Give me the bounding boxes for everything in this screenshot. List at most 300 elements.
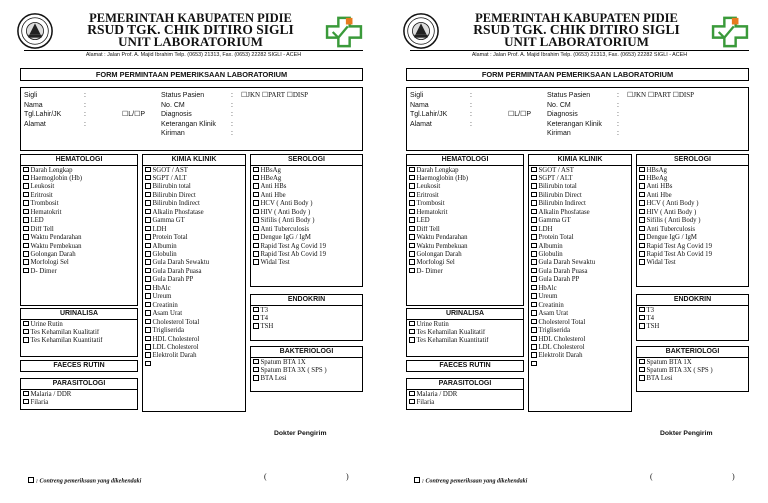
- checkbox-icon[interactable]: [253, 315, 259, 321]
- checkbox-icon[interactable]: [639, 375, 645, 381]
- checkbox-icon[interactable]: [639, 183, 645, 189]
- test-item[interactable]: [253, 167, 360, 175]
- patient-field-label: Nama: [24, 101, 43, 109]
- section-title: HEMATOLOGI: [21, 156, 137, 166]
- checkbox-icon[interactable]: [531, 293, 537, 299]
- checkbox-icon[interactable]: [639, 200, 645, 206]
- test-item[interactable]: [145, 293, 243, 301]
- test-item-label: Anti HBs: [646, 183, 673, 191]
- patient-field-colon: :: [470, 120, 472, 128]
- test-item[interactable]: [409, 167, 521, 175]
- test-item[interactable]: [253, 375, 360, 383]
- test-item[interactable]: [639, 315, 746, 323]
- test-item-label: Tes Kehamilan Kualitatif: [30, 329, 100, 337]
- test-item[interactable]: [531, 293, 629, 301]
- checkbox-icon[interactable]: [409, 209, 415, 215]
- checkbox-icon[interactable]: [145, 302, 151, 308]
- test-item[interactable]: [409, 192, 521, 200]
- checkbox-icon[interactable]: [145, 217, 151, 223]
- checkbox-icon[interactable]: [531, 200, 537, 206]
- checkbox-icon[interactable]: [23, 259, 29, 265]
- test-item[interactable]: [531, 167, 629, 175]
- test-item[interactable]: [145, 200, 243, 208]
- checkbox-icon[interactable]: [145, 183, 151, 189]
- test-item[interactable]: [23, 321, 135, 329]
- status-options[interactable]: ☐JKN ☐PART ☐DISP: [627, 91, 695, 99]
- checkbox-icon[interactable]: [531, 327, 537, 333]
- test-item[interactable]: [409, 321, 521, 329]
- checkbox-icon[interactable]: [253, 259, 259, 265]
- section-title: FAECES RUTIN: [53, 362, 105, 369]
- test-item[interactable]: [145, 310, 243, 318]
- test-item[interactable]: [409, 337, 521, 345]
- checkbox-icon[interactable]: [23, 226, 29, 232]
- test-item[interactable]: [145, 183, 243, 191]
- checkbox-icon[interactable]: [253, 183, 259, 189]
- checkbox-icon[interactable]: [409, 183, 415, 189]
- test-item-label: Golongan Darah: [416, 251, 462, 259]
- checkbox-icon[interactable]: [23, 321, 29, 327]
- test-item[interactable]: [409, 217, 521, 225]
- patient-field: [547, 129, 737, 139]
- test-item[interactable]: [253, 183, 360, 191]
- checkbox-icon[interactable]: [145, 234, 151, 240]
- test-item[interactable]: [639, 217, 746, 225]
- test-item[interactable]: [409, 183, 521, 191]
- test-item-label: HBeAg: [646, 175, 668, 183]
- checkbox-icon[interactable]: [639, 367, 645, 373]
- checkbox-icon[interactable]: [145, 192, 151, 198]
- test-item[interactable]: [531, 319, 629, 327]
- test-item[interactable]: [145, 243, 243, 251]
- checkbox-icon[interactable]: [145, 251, 151, 257]
- test-item[interactable]: [409, 399, 521, 407]
- test-item[interactable]: [639, 307, 746, 315]
- test-item[interactable]: [145, 285, 243, 293]
- test-item[interactable]: [145, 217, 243, 225]
- checkbox-icon[interactable]: [409, 259, 415, 265]
- test-item[interactable]: [531, 344, 629, 352]
- test-item[interactable]: [23, 192, 135, 200]
- test-item[interactable]: [531, 251, 629, 259]
- checkbox-icon[interactable]: [145, 344, 151, 350]
- checkbox-icon[interactable]: [409, 321, 415, 327]
- patient-field: [410, 101, 550, 111]
- checkbox-icon[interactable]: [23, 167, 29, 173]
- checkbox-icon[interactable]: [639, 251, 645, 257]
- test-item[interactable]: [531, 183, 629, 191]
- patient-field-colon: :: [231, 120, 233, 128]
- checkbox-icon[interactable]: [23, 200, 29, 206]
- lab-request-form-right: [400, 10, 753, 488]
- patient-field-label: Nama: [410, 101, 429, 109]
- test-item[interactable]: [639, 226, 746, 234]
- test-item[interactable]: [253, 217, 360, 225]
- checkbox-icon[interactable]: [639, 234, 645, 240]
- test-item-label: T3: [646, 306, 655, 314]
- checkbox-icon[interactable]: [409, 226, 415, 232]
- checkbox-icon[interactable]: [253, 167, 259, 173]
- test-item[interactable]: [409, 268, 521, 276]
- test-item[interactable]: [253, 367, 360, 375]
- test-item[interactable]: [145, 302, 243, 310]
- test-item[interactable]: [639, 209, 746, 217]
- test-item[interactable]: [531, 361, 629, 369]
- test-item[interactable]: [253, 315, 360, 323]
- checkbox-icon[interactable]: [253, 243, 259, 249]
- test-item[interactable]: [145, 167, 243, 175]
- test-item-label: HBsAg: [646, 166, 667, 174]
- test-item-label: Gula Darah Puasa: [538, 268, 588, 276]
- test-item[interactable]: [639, 367, 746, 375]
- checkbox-icon[interactable]: [639, 307, 645, 313]
- checkbox-icon[interactable]: [23, 268, 29, 274]
- test-item[interactable]: [531, 268, 629, 276]
- test-item[interactable]: [531, 217, 629, 225]
- test-item[interactable]: [23, 251, 135, 259]
- test-item[interactable]: [23, 200, 135, 208]
- checkbox-icon[interactable]: [23, 183, 29, 189]
- checkbox-icon[interactable]: [253, 359, 259, 365]
- test-item[interactable]: [23, 329, 135, 337]
- checkbox-icon[interactable]: [253, 234, 259, 240]
- sex-options[interactable]: ☐L/☐P: [508, 111, 532, 118]
- checkbox-icon[interactable]: [145, 200, 151, 206]
- test-item[interactable]: [639, 243, 746, 251]
- test-item[interactable]: [23, 337, 135, 345]
- checkbox-icon[interactable]: [409, 251, 415, 257]
- section-title: ENDOKRIN: [637, 296, 748, 306]
- test-item[interactable]: [145, 259, 243, 267]
- patient-field-colon: :: [231, 130, 233, 137]
- checkbox-icon[interactable]: [531, 209, 537, 215]
- doctor-label: Dokter Pengirim: [660, 430, 713, 437]
- checkbox-icon[interactable]: [253, 367, 259, 373]
- test-item-label: Leukosit: [416, 183, 441, 191]
- checkbox-icon[interactable]: [531, 285, 537, 291]
- checkbox-icon[interactable]: [639, 359, 645, 365]
- checkbox-icon[interactable]: [531, 310, 537, 316]
- test-item[interactable]: [23, 234, 135, 242]
- test-item[interactable]: [23, 243, 135, 251]
- test-item[interactable]: [409, 209, 521, 217]
- test-item-label: Eritrosit: [416, 192, 439, 200]
- checkbox-icon[interactable]: [23, 175, 29, 181]
- test-item[interactable]: [531, 310, 629, 318]
- checkbox-icon[interactable]: [639, 226, 645, 232]
- test-item[interactable]: [253, 192, 360, 200]
- test-item[interactable]: [531, 336, 629, 344]
- checkbox-icon[interactable]: [23, 391, 29, 397]
- checkbox-icon[interactable]: [409, 268, 415, 274]
- checkbox-icon[interactable]: [409, 217, 415, 223]
- checkbox-icon[interactable]: [531, 319, 537, 325]
- checkbox-icon[interactable]: [531, 336, 537, 342]
- checkbox-icon[interactable]: [639, 209, 645, 215]
- test-item[interactable]: [23, 391, 135, 399]
- patient-field: [547, 110, 737, 120]
- checkbox-icon[interactable]: [639, 175, 645, 181]
- test-item[interactable]: [409, 226, 521, 234]
- checkbox-icon[interactable]: [145, 327, 151, 333]
- test-item[interactable]: [253, 307, 360, 315]
- status-options[interactable]: ☐JKN ☐PART ☐DISP: [241, 91, 309, 99]
- endokrin-section: [250, 294, 363, 341]
- patient-field-label: Sigli: [24, 92, 38, 99]
- checkbox-icon[interactable]: [409, 234, 415, 240]
- checkbox-icon[interactable]: [145, 276, 151, 282]
- header-line3: UNIT LABORATORIUM: [504, 34, 649, 49]
- checkbox-icon[interactable]: [145, 243, 151, 249]
- test-item[interactable]: [409, 251, 521, 259]
- test-item[interactable]: [409, 243, 521, 251]
- test-item[interactable]: [531, 226, 629, 234]
- checkbox-icon[interactable]: [145, 226, 151, 232]
- test-item-label: LED: [416, 217, 430, 225]
- test-item[interactable]: [253, 209, 360, 217]
- test-item[interactable]: [145, 175, 243, 183]
- test-item[interactable]: [531, 302, 629, 310]
- checkbox-icon[interactable]: [409, 243, 415, 249]
- checkbox-icon[interactable]: [253, 217, 259, 223]
- test-item-label: LDL Cholesterol: [538, 344, 585, 352]
- patient-info-box: [406, 87, 749, 151]
- checkbox-icon[interactable]: [531, 344, 537, 350]
- test-item[interactable]: [531, 243, 629, 251]
- checkbox-icon[interactable]: [253, 323, 259, 329]
- test-item[interactable]: [23, 268, 135, 276]
- checkbox-icon[interactable]: [531, 361, 537, 367]
- checkbox-icon[interactable]: [409, 337, 415, 343]
- test-item[interactable]: [531, 259, 629, 267]
- checkbox-icon[interactable]: [531, 251, 537, 257]
- checkbox-icon[interactable]: [409, 175, 415, 181]
- test-item-label: Ureum: [152, 293, 172, 301]
- test-item[interactable]: [23, 217, 135, 225]
- test-item[interactable]: [531, 209, 629, 217]
- checkbox-icon[interactable]: [253, 307, 259, 313]
- checkbox-icon[interactable]: [639, 243, 645, 249]
- test-item[interactable]: [145, 352, 243, 360]
- patient-field: [24, 110, 164, 120]
- checkbox-icon[interactable]: [145, 293, 151, 299]
- checkbox-icon[interactable]: [531, 183, 537, 189]
- test-item[interactable]: [23, 167, 135, 175]
- checkbox-icon[interactable]: [23, 243, 29, 249]
- checkbox-icon[interactable]: [531, 259, 537, 265]
- test-item[interactable]: [145, 192, 243, 200]
- test-item[interactable]: [639, 192, 746, 200]
- footnote: [28, 477, 141, 485]
- test-item[interactable]: [145, 251, 243, 259]
- test-item[interactable]: [23, 399, 135, 407]
- test-item[interactable]: [253, 259, 360, 267]
- test-item[interactable]: [145, 319, 243, 327]
- test-item-label: Spatum BTA 3X ( SPS ): [646, 367, 713, 375]
- checkbox-icon[interactable]: [253, 251, 259, 257]
- test-item[interactable]: [145, 268, 243, 276]
- checkbox-icon[interactable]: [409, 329, 415, 335]
- patient-field-label: No. CM: [547, 101, 571, 109]
- test-item[interactable]: [639, 175, 746, 183]
- test-item[interactable]: [531, 276, 629, 284]
- checkbox-icon[interactable]: [23, 337, 29, 343]
- test-item-label: Trigliserida: [152, 327, 184, 335]
- test-item[interactable]: [253, 251, 360, 259]
- test-item-label: Widal Test: [260, 259, 290, 267]
- test-item[interactable]: [23, 175, 135, 183]
- test-item[interactable]: [253, 200, 360, 208]
- test-item[interactable]: [145, 226, 243, 234]
- checkbox-icon[interactable]: [253, 226, 259, 232]
- test-item[interactable]: [145, 234, 243, 242]
- checkbox-icon[interactable]: [531, 167, 537, 173]
- test-item[interactable]: [409, 391, 521, 399]
- test-item[interactable]: [23, 183, 135, 191]
- checkbox-icon[interactable]: [23, 251, 29, 257]
- test-item[interactable]: [531, 200, 629, 208]
- checkbox-icon[interactable]: [409, 167, 415, 173]
- test-item[interactable]: [253, 175, 360, 183]
- test-item-label: Anti HBs: [260, 183, 287, 191]
- checkbox-icon[interactable]: [639, 259, 645, 265]
- test-item-label: HCV ( Anti Body ): [260, 200, 313, 208]
- test-item-label: Diff Tell: [30, 225, 54, 233]
- test-item[interactable]: [253, 323, 360, 331]
- test-item-label: Gamma GT: [152, 217, 185, 225]
- checkbox-icon[interactable]: [531, 226, 537, 232]
- checkbox-icon[interactable]: [253, 375, 259, 381]
- checkbox-icon[interactable]: [531, 234, 537, 240]
- checkbox-icon[interactable]: [145, 352, 151, 358]
- checkbox-icon[interactable]: [145, 336, 151, 342]
- test-item[interactable]: [531, 285, 629, 293]
- test-item-label: Spatum BTA 1X: [646, 358, 692, 366]
- checkbox-icon[interactable]: [531, 217, 537, 223]
- test-item[interactable]: [409, 259, 521, 267]
- test-item-label: Alkalin Phosfatase: [152, 208, 204, 216]
- sex-options[interactable]: ☐L/☐P: [122, 111, 146, 118]
- test-item[interactable]: [639, 200, 746, 208]
- section-title: BAKTERIOLOGI: [251, 348, 362, 358]
- patient-field-label: Diagnosis: [547, 111, 578, 118]
- test-item[interactable]: [639, 167, 746, 175]
- test-item-label: Protein Total: [152, 234, 188, 242]
- checkbox-icon[interactable]: [409, 391, 415, 397]
- test-item[interactable]: [639, 359, 746, 367]
- checkbox-icon[interactable]: [23, 192, 29, 198]
- test-item[interactable]: [531, 352, 629, 360]
- test-item[interactable]: [253, 243, 360, 251]
- checkbox-icon[interactable]: [145, 285, 151, 291]
- checkbox-icon[interactable]: [145, 259, 151, 265]
- checkbox-icon[interactable]: [531, 302, 537, 308]
- test-item[interactable]: [639, 251, 746, 259]
- test-item-label: Anti Tuberculosis: [260, 225, 310, 233]
- checkbox-icon[interactable]: [531, 192, 537, 198]
- test-item[interactable]: [145, 276, 243, 284]
- checkbox-icon[interactable]: [531, 175, 537, 181]
- checkbox-icon[interactable]: [145, 310, 151, 316]
- test-item[interactable]: [23, 259, 135, 267]
- checkbox-icon[interactable]: [639, 167, 645, 173]
- checkbox-icon[interactable]: [145, 175, 151, 181]
- test-item-label: Bilirubin total: [152, 183, 191, 191]
- checkbox-icon[interactable]: [145, 361, 151, 367]
- checkbox-icon[interactable]: [145, 167, 151, 173]
- test-item[interactable]: [145, 327, 243, 335]
- test-item[interactable]: [639, 375, 746, 383]
- checkbox-icon[interactable]: [639, 217, 645, 223]
- checkbox-icon[interactable]: [409, 399, 415, 405]
- checkbox-icon[interactable]: [253, 209, 259, 215]
- checkbox-icon[interactable]: [23, 234, 29, 240]
- test-item[interactable]: [409, 175, 521, 183]
- test-item[interactable]: [639, 323, 746, 331]
- test-item-label: Elektrolit Darah: [152, 352, 197, 360]
- checkbox-icon[interactable]: [145, 268, 151, 274]
- checkbox-icon[interactable]: [23, 329, 29, 335]
- test-item-label: Widal Test: [646, 259, 676, 267]
- checkbox-icon[interactable]: [23, 399, 29, 405]
- checkbox-icon[interactable]: [253, 200, 259, 206]
- checkbox-icon[interactable]: [531, 276, 537, 282]
- test-item[interactable]: [409, 234, 521, 242]
- checkbox-icon[interactable]: [639, 323, 645, 329]
- checkbox-icon[interactable]: [531, 243, 537, 249]
- faeces-section: [20, 360, 138, 372]
- test-item[interactable]: [639, 234, 746, 242]
- checkbox-icon[interactable]: [639, 192, 645, 198]
- test-item[interactable]: [639, 259, 746, 267]
- test-item[interactable]: [253, 226, 360, 234]
- test-item[interactable]: [253, 359, 360, 367]
- test-item-label: Waktu Pendarahan: [30, 234, 82, 242]
- checkbox-icon[interactable]: [639, 315, 645, 321]
- test-item[interactable]: [531, 234, 629, 242]
- patient-field-colon: :: [470, 101, 472, 109]
- test-item[interactable]: [145, 336, 243, 344]
- hospital-seal-icon: [16, 12, 54, 50]
- checkbox-icon[interactable]: [409, 200, 415, 206]
- test-item[interactable]: [145, 344, 243, 352]
- test-item[interactable]: [409, 329, 521, 337]
- test-item[interactable]: [253, 234, 360, 242]
- test-item[interactable]: [145, 209, 243, 217]
- checkbox-icon[interactable]: [531, 268, 537, 274]
- test-item[interactable]: [531, 192, 629, 200]
- checkbox-icon[interactable]: [145, 209, 151, 215]
- checkbox-icon[interactable]: [253, 192, 259, 198]
- test-item-label: Bilirubin Direct: [152, 192, 196, 200]
- test-item[interactable]: [23, 226, 135, 234]
- test-item[interactable]: [145, 361, 243, 369]
- test-item[interactable]: [639, 183, 746, 191]
- checkbox-icon[interactable]: [409, 192, 415, 198]
- checkbox-icon[interactable]: [23, 209, 29, 215]
- test-item[interactable]: [531, 175, 629, 183]
- test-item-label: HIV ( Anti Body ): [646, 208, 697, 216]
- checkbox-icon[interactable]: [23, 217, 29, 223]
- test-item[interactable]: [409, 200, 521, 208]
- test-item[interactable]: [23, 209, 135, 217]
- patient-field-colon: :: [470, 111, 472, 118]
- test-item-label: Bilirubin Indirect: [538, 200, 586, 208]
- checkbox-icon[interactable]: [531, 352, 537, 358]
- checkbox-icon[interactable]: [145, 319, 151, 325]
- checkbox-icon[interactable]: [253, 175, 259, 181]
- test-item[interactable]: [531, 327, 629, 335]
